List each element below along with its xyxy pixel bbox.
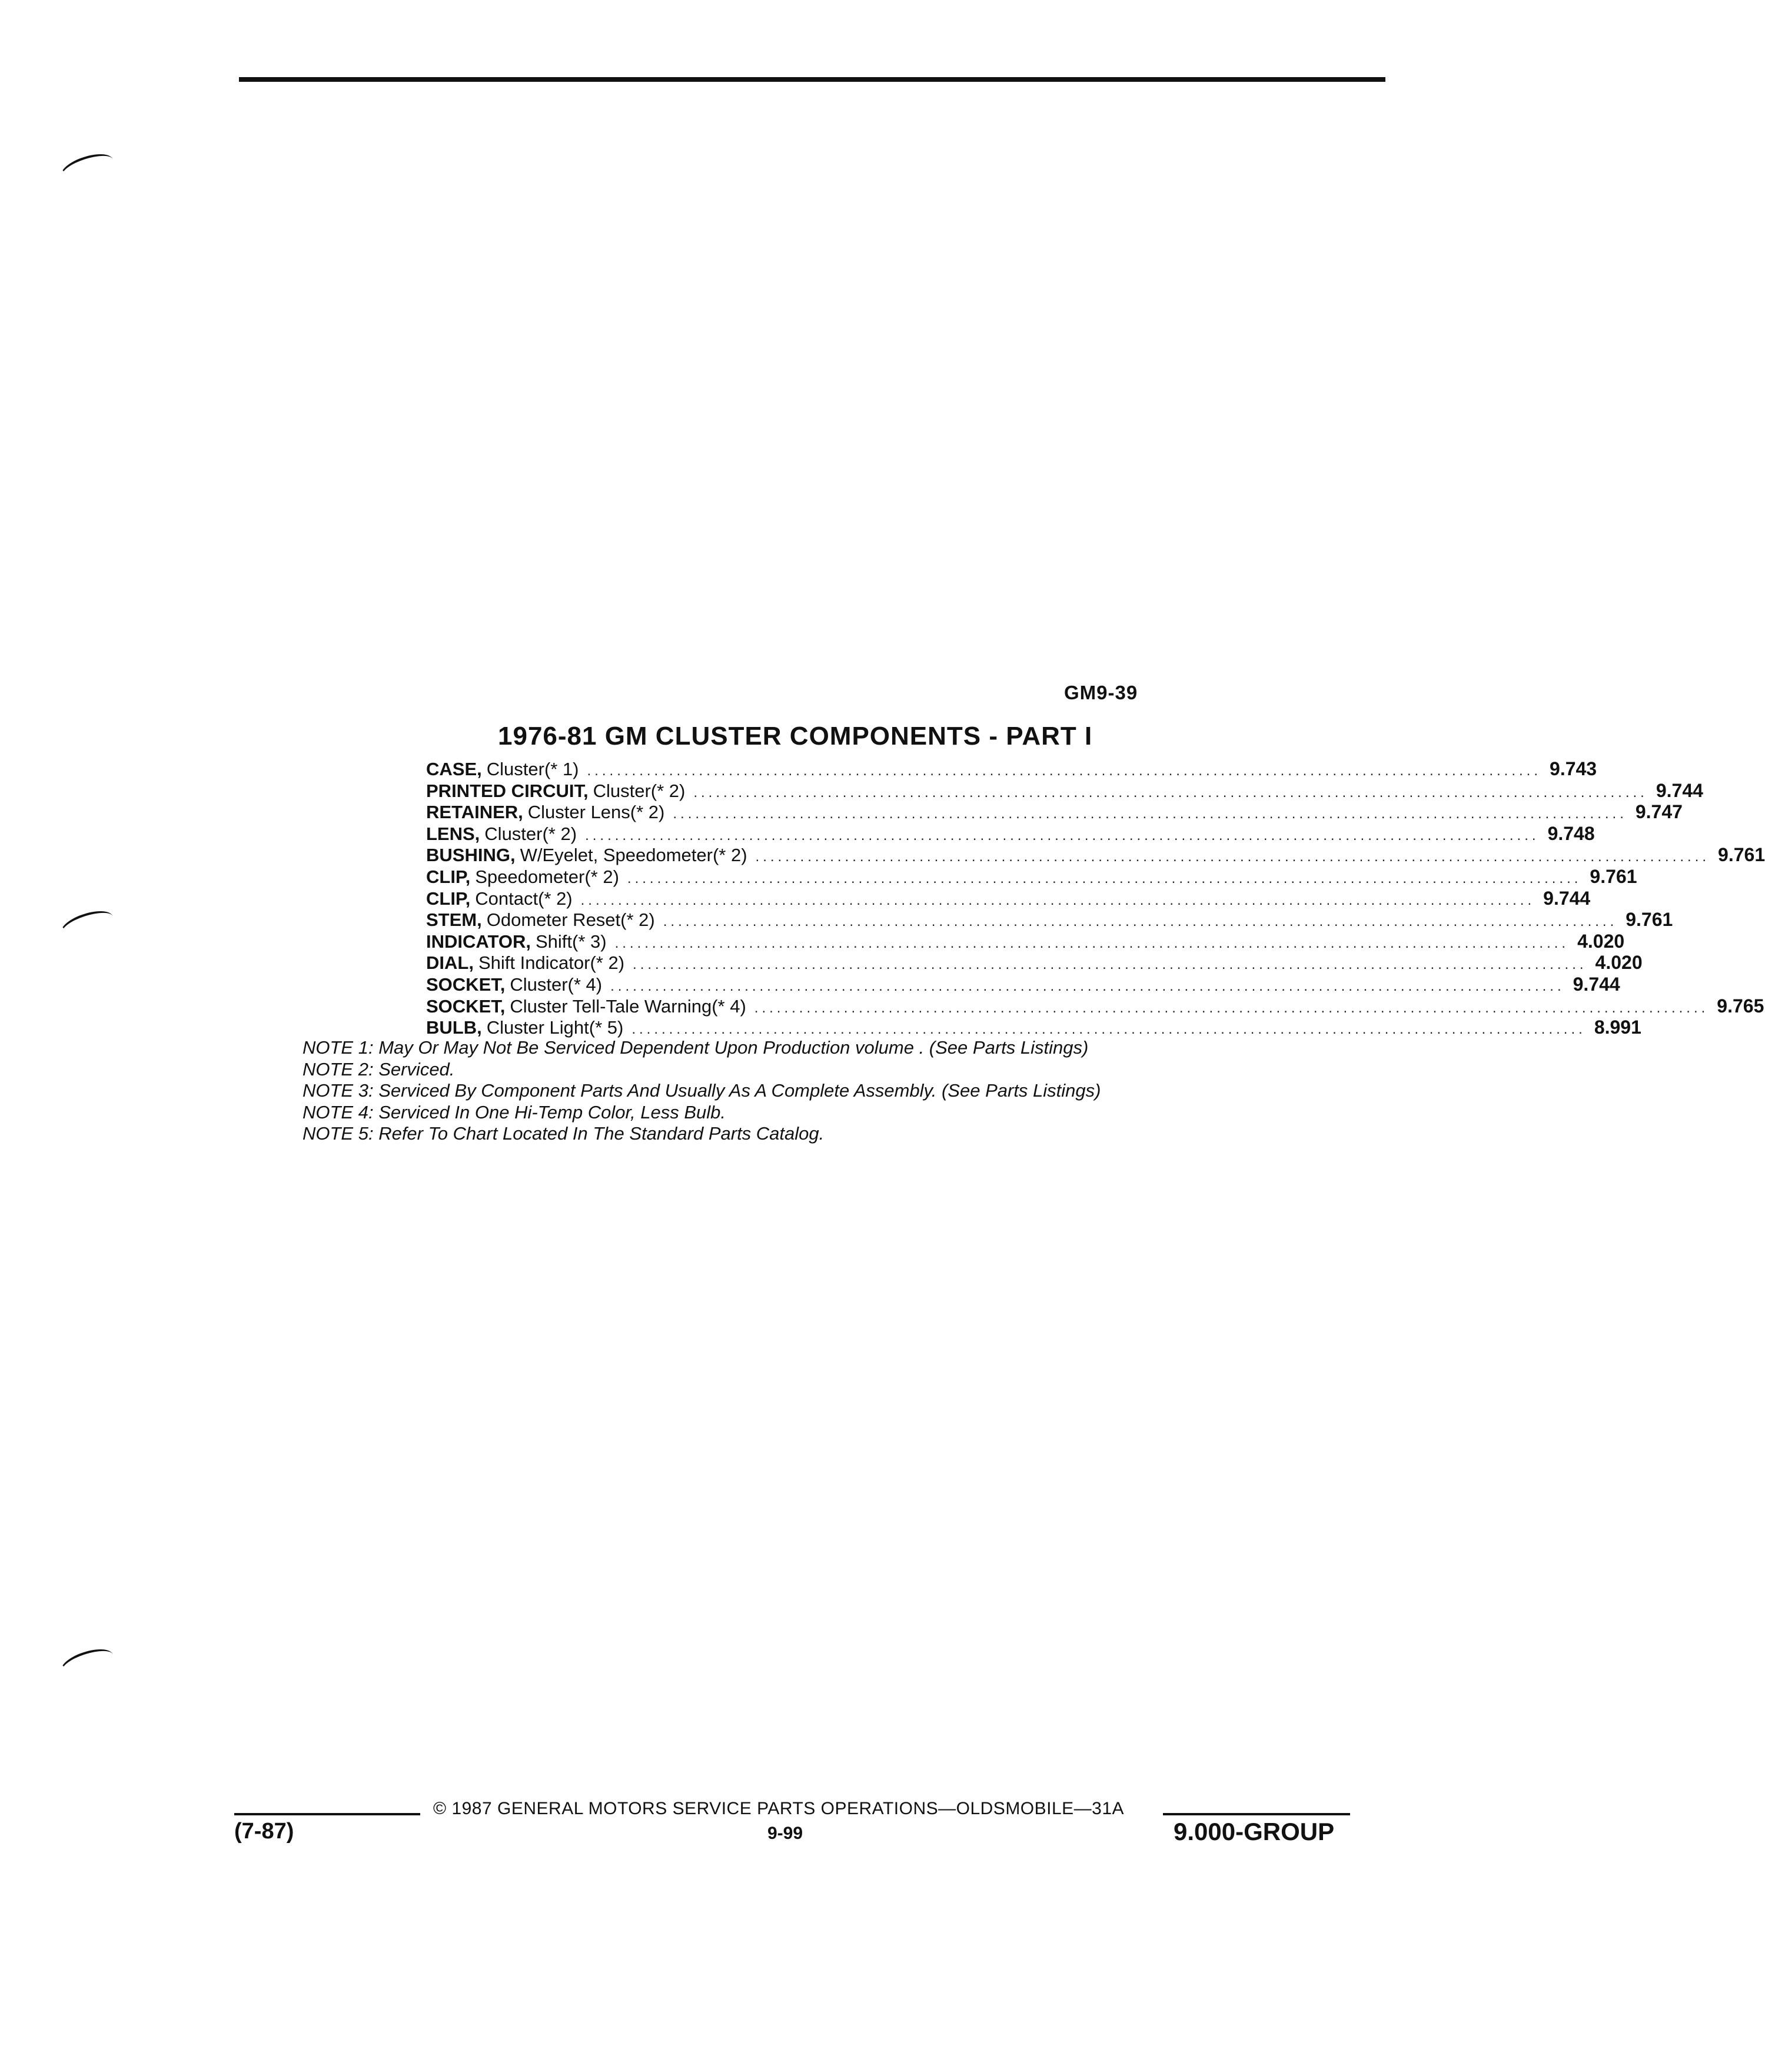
note-3: NOTE 3: Serviced By Component Parts And Usually As A Complete Assembly. (See Parts Listings) xyxy=(303,1080,1101,1101)
page-number: 9-99 xyxy=(767,1824,803,1843)
part-name: BULB, xyxy=(426,1017,482,1038)
part-row xyxy=(426,909,1673,931)
part-row xyxy=(426,844,1765,866)
leader-dots: ................................................................................................................................ xyxy=(580,892,1535,908)
part-description: Shift Indicator(* 2) xyxy=(478,952,625,974)
parts-list xyxy=(426,758,1765,1038)
part-row xyxy=(426,973,1620,995)
part-row xyxy=(426,930,1625,952)
part-description: Cluster Light(* 5) xyxy=(486,1017,624,1038)
binder-hole-mark-middle xyxy=(58,906,116,944)
part-description: Odometer Reset(* 2) xyxy=(486,909,655,931)
page-title: 1976-81 GM CLUSTER COMPONENTS - PART I xyxy=(498,722,1093,751)
leader-dots: ................................................................................................................................ xyxy=(754,1000,1709,1016)
part-row xyxy=(426,865,1637,888)
part-description: Cluster Tell-Tale Warning(* 4) xyxy=(510,995,746,1017)
part-name: CLIP, xyxy=(426,888,471,909)
leader-dots: ................................................................................................................................ xyxy=(587,763,1542,779)
part-description: Speedometer(* 2) xyxy=(475,866,619,887)
part-description: Shift(* 3) xyxy=(535,931,607,952)
leader-dots: ................................................................................................................................ xyxy=(627,870,1582,886)
part-row xyxy=(426,779,1703,802)
group-number: 9.743 xyxy=(1550,758,1597,779)
part-name: RETAINER, xyxy=(426,802,523,823)
part-row xyxy=(426,952,1643,974)
leader-dots: ................................................................................................................................ xyxy=(693,784,1648,801)
leader-dots: ................................................................................................................................ xyxy=(673,806,1627,822)
part-row xyxy=(426,887,1591,909)
group-number: 9.748 xyxy=(1547,822,1595,844)
group-number: 8.991 xyxy=(1594,1017,1641,1038)
leader-dots: ................................................................................................................................ xyxy=(663,914,1618,930)
part-name: SOCKET, xyxy=(426,974,506,995)
note-4: NOTE 4: Serviced In One Hi-Temp Color, Less Bulb. xyxy=(303,1101,726,1123)
part-name: DIAL, xyxy=(426,952,474,974)
group-number: 9.761 xyxy=(1718,844,1765,866)
page-code: GM9-39 xyxy=(1064,682,1138,703)
edition-date: (7-87) xyxy=(234,1819,294,1844)
group-number: 9.761 xyxy=(1590,865,1637,887)
leader-dots: ................................................................................................................................ xyxy=(631,1021,1586,1038)
part-row xyxy=(426,1017,1641,1038)
notes-section xyxy=(303,1037,1303,1145)
leader-dots: ................................................................................................................................ xyxy=(633,957,1587,973)
part-description: Cluster(* 1) xyxy=(486,759,579,779)
part-row xyxy=(426,995,1764,1017)
note-5: NOTE 5: Refer To Chart Located In The Standard Parts Catalog. xyxy=(303,1123,825,1144)
footer-rule-left xyxy=(234,1813,420,1815)
part-name: BUSHING, xyxy=(426,845,516,866)
part-description: Cluster(* 2) xyxy=(593,780,686,801)
part-description: Cluster Lens(* 2) xyxy=(527,802,665,823)
part-row xyxy=(426,801,1683,823)
group-number: 9.747 xyxy=(1635,801,1683,823)
top-rule xyxy=(239,77,1385,82)
part-name: LENS, xyxy=(426,823,480,844)
part-row xyxy=(426,758,1597,780)
group-label: 9.000-GROUP xyxy=(1174,1818,1335,1845)
group-number: 9.744 xyxy=(1656,779,1703,801)
leader-dots: ................................................................................................................................ xyxy=(610,978,1565,994)
note-1: NOTE 1: May Or May Not Be Serviced Dependent Upon Production volume . (See Parts Listings) xyxy=(303,1037,1089,1058)
group-number: 4.020 xyxy=(1595,952,1643,974)
note-2: NOTE 2: Serviced. xyxy=(303,1058,455,1080)
leader-dots: ................................................................................................................................ xyxy=(585,827,1540,844)
part-description: Cluster(* 2) xyxy=(484,823,577,844)
leader-dots: ................................................................................................................................ xyxy=(614,935,1570,951)
group-number: 9.744 xyxy=(1573,973,1620,995)
group-number: 9.765 xyxy=(1717,995,1764,1017)
part-name: CLIP, xyxy=(426,866,471,887)
group-number: 9.761 xyxy=(1626,909,1673,931)
footer-rule-right xyxy=(1163,1813,1350,1815)
part-name: INDICATOR, xyxy=(426,931,531,952)
part-name: STEM, xyxy=(426,909,482,931)
group-number: 9.744 xyxy=(1543,887,1591,909)
part-row xyxy=(426,822,1595,845)
group-number: 4.020 xyxy=(1577,930,1625,952)
leader-dots: ................................................................................................................................ xyxy=(755,849,1710,865)
part-description: Contact(* 2) xyxy=(475,888,573,909)
part-name: PRINTED CIRCUIT, xyxy=(426,780,589,801)
copyright-line: © 1987 GENERAL MOTORS SERVICE PARTS OPERATIONS—OLDSMOBILE—31A xyxy=(433,1799,1125,1818)
part-description: W/Eyelet, Speedometer(* 2) xyxy=(520,845,747,866)
part-name: SOCKET, xyxy=(426,995,506,1017)
part-name: CASE, xyxy=(426,759,482,779)
binder-hole-mark-top xyxy=(58,149,116,187)
binder-hole-mark-bottom xyxy=(58,1644,116,1682)
part-description: Cluster(* 4) xyxy=(510,974,603,995)
